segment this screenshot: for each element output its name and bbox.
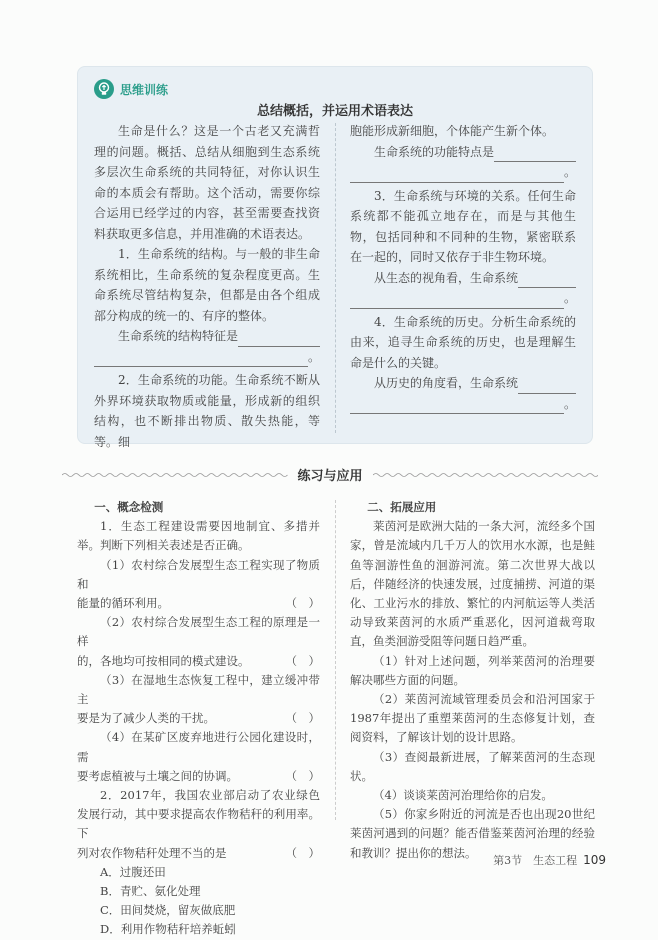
answer-paren[interactable]: （ ） <box>285 653 320 668</box>
rhine-item-5: （5）你家乡附近的河流是否也出现20世纪莱茵河遇到的问题？能否借鉴莱茵河治理的经验和教训？提出你的想法。 <box>350 807 595 860</box>
extended-application-heading: 二、拓展应用 <box>367 500 437 514</box>
function-prompt: 生命系统的功能特点是 <box>374 144 495 159</box>
section-label: 第3节 生态工程 <box>493 854 578 867</box>
question-2: 2．2017年，我国农业部启动了农业绿色发展行动，其中要求提高农作物秸秆的利用率。下 <box>77 788 320 841</box>
option-a: A．过腹还田 <box>100 864 166 879</box>
box-header <box>94 79 168 99</box>
answer-paren[interactable]: （ ） <box>285 596 320 611</box>
answer-paren[interactable]: （ ） <box>285 768 320 783</box>
history-answer-blank[interactable] <box>518 379 576 394</box>
column-divider <box>335 123 336 433</box>
history-prompt: 从历史的角度看，生命系统 <box>374 376 519 390</box>
rhine-item-2: （2）莱茵河流域管理委员会和沿河国家于1987年提出了重塑莱茵河的生态修复计划，查阅资料，了解该计划的设计思路。 <box>350 692 595 745</box>
rhine-item-1: （1）针对上述问题，列举莱茵河的治理要解决哪些方面的问题。 <box>350 653 595 687</box>
history-paragraph: 4．生命系统的历史。分析生命系统的由来，追寻生命系统的历史，也是理解生命是什么的关键。 <box>350 314 576 370</box>
box-left-column: 生命是什么？这是一个古老又充满哲理的问题。概括、总结从细胞到生态系统多层次生命系统的共同特征，对你认识生命的本质会有帮助。这个活动，需要你综合运用已经学过的内容，甚至需要查找资料获取更多信息，并用准确的术语表达。 1．生命系统的结构。与一般的非生命系统相比，生命系统的复杂程度更高。生命系统尽管结构复杂，但都是由各个组成部分构成的统一的、有序的整体。 生命系统的结构特征是 。 2．生命系统的功能。生命系统不断从外界环境获取物质或能量，形成新的组织结构，也不断排出物质、散失热能，等等。细 <box>94 121 320 452</box>
exercise-column-divider <box>335 500 336 820</box>
option-d: D．利用作物秸秆培养蚯蚓 <box>100 922 236 937</box>
thinking-training-box <box>77 66 593 449</box>
rhine-item-4: （4）谈谈莱茵河治理给你的启发。 <box>373 788 553 803</box>
ecology-prompt: 从生态的视角看，生命系统 <box>374 270 519 285</box>
concept-check-heading: 一、概念检测 <box>94 500 164 514</box>
wavy-line-right <box>373 472 599 478</box>
structure-prompt: 生命系统的结构特征是 <box>118 329 239 343</box>
function-paragraph-cont: 胞能形成新细胞，个体能产生新个体。 <box>350 124 555 138</box>
option-c: C．田间焚烧，留灰做底肥 <box>100 903 236 918</box>
concept-check-column: 一、概念检测 1．生态工程建设需要因地制宜、多措并举。判断下列相关表述是否正确。 （1）农村综合发展型生态工程实现了物质和 能量的循环利用。 （ ） （2）农村综合发展型生态工程的原理是一样 的，各地均可按相同的模式建设。 （ ） （3）在湿地生态恢复工程中，建立缓冲带主 要是为了减少人类的干扰。 （ ） （4）在某矿区废弃地进行公园化建设时，需 要考虑植被与土壤之间的协调。 （ ） 2．2017年，我国农业部启动了农业绿色发展行动，其中要求提高农作物秸秆的利用率。下 列对农作物秸秆处理不当的是 （ ） A．过腹还田 B．青贮、氨化处理 C．田间焚烧，留灰做底肥 D．利用作物秸秆培养蚯蚓 <box>77 498 320 940</box>
structure-answer-blank-2[interactable] <box>94 352 308 367</box>
structure-paragraph: 1．生命系统的结构。与一般的非生命系统相比，生命系统的复杂程度更高。生命系统尽管结构复杂，但都是由各个组成部分构成的统一的、有序的整体。 <box>94 247 320 323</box>
answer-paren[interactable]: （ ） <box>285 711 320 726</box>
rhine-item-3: （3）查阅最新进展，了解莱茵河的生态现状。 <box>350 749 595 783</box>
option-b: B．青贮、氨化处理 <box>100 884 201 899</box>
ecology-answer-blank-2[interactable] <box>350 294 564 309</box>
extended-application-column <box>350 498 595 863</box>
page-number: 109 <box>583 853 606 867</box>
environment-paragraph: 3．生命系统与环境的关系。任何生命系统都不能孤立地存在，而是与其他生物，包括同种和不同种的生物，紧密联系在一起的，同时又依存于非生物环境。 <box>350 188 576 264</box>
box-label: 思维训练 <box>120 82 169 97</box>
lightbulb-icon <box>94 79 114 99</box>
wavy-line-left <box>62 472 288 478</box>
structure-answer-blank[interactable] <box>238 332 320 347</box>
function-answer-blank[interactable] <box>494 147 576 162</box>
intro-paragraph: 生命是什么？这是一个古老又充满哲理的问题。概括、总结从细胞到生态系统多层次生命系统的共同特征，对你认识生命的本质会有帮助。这个活动，需要你综合运用已经学过的内容，甚至需要查找资料获取更多信息，并用准确的术语表达。 <box>94 124 320 241</box>
answer-paren[interactable]: （ ） <box>285 845 320 860</box>
exercise-section-header <box>62 465 598 484</box>
box-right-column: 胞能形成新细胞，个体能产生新个体。 生命系统的功能特点是 。 3．生命系统与环境的关系。任何生命系统都不能孤立地存在，而是与其他生物，包括同种和不同种的生物，紧密联系在一起的，同时又依存于非生物环境。 从生态的视角看，生命系统 。 4．生命系统的历史。分析生命系统的由来，追寻生命系统的历史，也是理解生命是什么的关键。 从历史的角度看，生命系统 。 <box>350 121 576 414</box>
box-title: 总结概括，并运用术语表达 <box>256 104 413 119</box>
question-1: 1．生态工程建设需要因地制宜、多措并举。判断下列相关表述是否正确。 <box>77 519 320 553</box>
history-answer-blank-2[interactable] <box>350 399 564 414</box>
page-footer <box>493 852 606 868</box>
rhine-intro: 莱茵河是欧洲大陆的一条大河，流经多个国家，曾是流域内几千万人的饮用水水源，也是鲑鱼等洄游性鱼的洄游河流。第二次世界大战以后，伴随经济的快速发展，过度捕捞、河道的渠化、工业污水的排放、繁忙的内河航运等人类活动导致莱茵河的水质严重恶化，因河道裁弯取直，鱼类洄游受阻等问题日趋严重。 <box>350 519 595 649</box>
exercise-title: 练习与应用 <box>297 469 363 484</box>
function-answer-blank-2[interactable] <box>350 168 564 183</box>
function-paragraph: 2．生命系统的功能。生命系统不断从外界环境获取物质或能量，形成新的组织结构，也不断排出物质、散失热能，等等。细 <box>94 373 320 449</box>
ecology-answer-blank[interactable] <box>518 273 576 288</box>
